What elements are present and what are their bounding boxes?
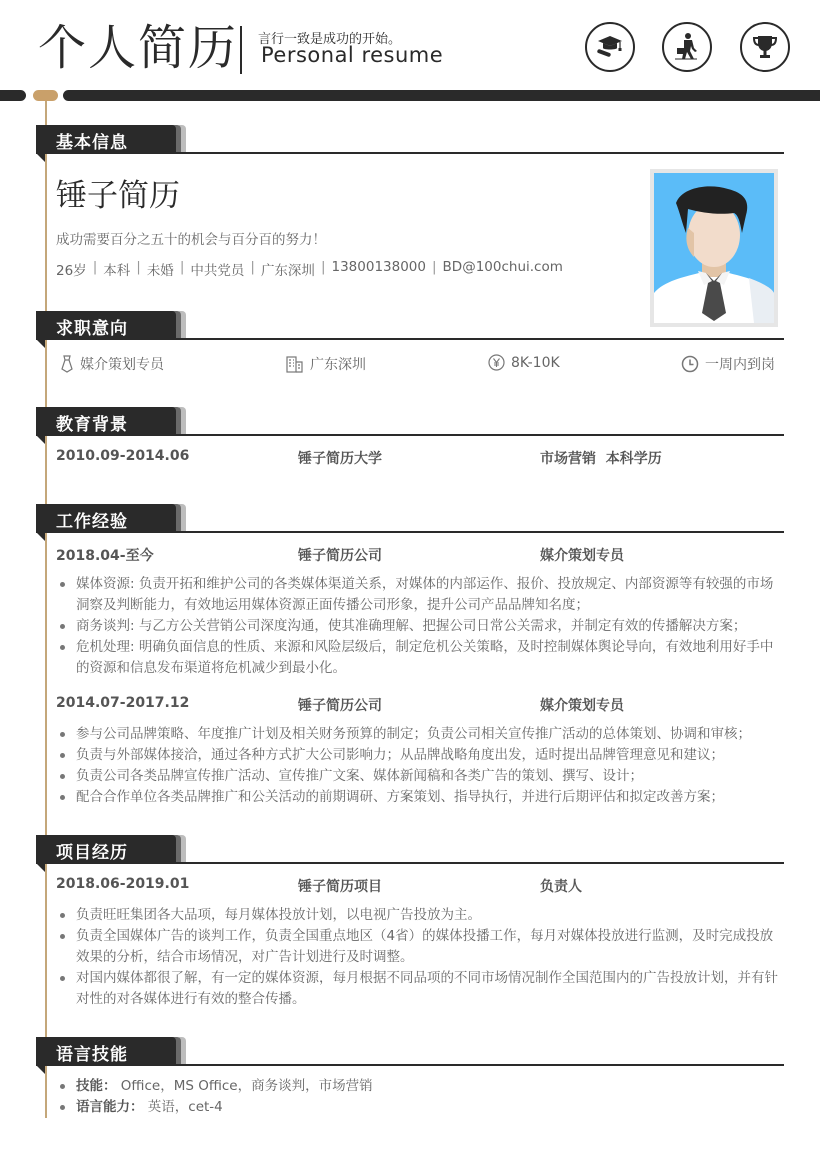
work-company: 锤子简历公司 [298, 698, 382, 714]
fact-phone: 13800138000 [331, 259, 426, 275]
project-period: 2018.06-2019.01 [56, 876, 190, 892]
intent-availability-text: 一周内到岗 [705, 357, 775, 373]
intent-city [286, 354, 366, 374]
page-title: 个人简历 [38, 20, 239, 76]
list-item: 参与公司品牌策略、年度推广计划及相关财务预算的制定；负责公司相关宣传推广活动的总体策划、协调和审核； [56, 724, 786, 745]
businessman-walking-icon [662, 22, 712, 72]
personal-facts: 26岁 | 本科 | 未婚 | 中共党员 | 广东深圳 | 13800138000 | BD@100chui.com [56, 259, 563, 279]
section-header-work [36, 504, 784, 534]
fact-email: BD@100chui.com [442, 259, 563, 275]
avatar-photo [650, 169, 778, 327]
fact-education: 本科 [103, 263, 131, 279]
education-school: 锤子简历大学 [298, 451, 382, 467]
section-title: 项目经历 [56, 843, 128, 863]
list-item: 负责与外部媒体接洽，通过各种方式扩大公司影响力；从品牌战略角度出发，适时提出品牌管理意见和建议； [56, 745, 786, 766]
slogan: 言行一致是成功的开始。 [258, 32, 402, 47]
work-role: 媒介策划专员 [540, 698, 624, 714]
list-item: 对国内媒体都很了解，有一定的媒体资源，每月根据不同品项的不同市场情况制作全国范围内的广告投放计划，并有针对性的对各媒体进行有效的整合传播。 [56, 968, 786, 1010]
list-item: 负责旺旺集团各大品项，每月媒体投放计划，以电视广告投放为主。 [56, 905, 786, 926]
timeline-line [45, 101, 47, 1118]
fact-marital: 未婚 [146, 263, 174, 279]
yen-circle-icon [488, 354, 505, 371]
tie-icon [60, 355, 74, 373]
intent-position-text: 媒介策划专员 [80, 357, 164, 373]
list-item: 负责全国媒体广告的谈判工作，负责全国重点地区（4省）的媒体投播工作，每月对媒体投放进行监测，及时完成投放效果的分析，结合市场情况，对广告计划进行及时调整。 [56, 926, 786, 968]
clock-icon [681, 355, 699, 373]
project-entry-bullets [56, 905, 786, 1010]
motto: 成功需要百分之五十的机会与百分百的努力！ [56, 232, 326, 248]
intent-availability [681, 354, 775, 374]
title-divider [240, 26, 242, 74]
list-item: 负责公司各类品牌宣传推广活动、宣传推广文案、媒体新闻稿和各类广告的策划、撰写、设计； [56, 766, 786, 787]
section-title: 基本信息 [56, 133, 128, 153]
work-entry-1-bullets [56, 574, 786, 679]
trophy-icon [740, 22, 790, 72]
candidate-name: 锤子简历 [56, 178, 180, 214]
intent-salary-text: 8K-10K [511, 354, 560, 371]
work-period: 2018.04-至今 [56, 548, 154, 564]
intent-position [60, 354, 164, 374]
building-icon [286, 356, 304, 373]
skill-label: 技能： [76, 1078, 117, 1094]
fact-political: 中共党员 [190, 263, 245, 279]
work-period: 2014.07-2017.12 [56, 695, 190, 711]
fact-location: 广东深圳 [260, 263, 315, 279]
top-bar-left [0, 90, 26, 101]
intent-city-text: 广东深圳 [310, 357, 366, 373]
project-name: 锤子简历项目 [298, 879, 382, 895]
education-major: 市场营销 本科学历 [540, 451, 662, 467]
top-bar-main [63, 90, 820, 101]
project-role: 负责人 [540, 879, 582, 895]
section-header-projects [36, 835, 784, 865]
work-entry-2-bullets [56, 724, 786, 808]
section-header-skills [36, 1037, 784, 1067]
work-role: 媒介策划专员 [540, 548, 624, 564]
education-period: 2010.09-2014.06 [56, 448, 190, 464]
section-header-intent [36, 311, 784, 341]
fact-age: 26岁 [56, 263, 87, 279]
section-title: 语言技能 [56, 1045, 128, 1065]
section-title: 教育背景 [56, 415, 128, 435]
graduation-cap-icon [585, 22, 635, 72]
section-header-education [36, 407, 784, 437]
section-title: 工作经验 [56, 512, 128, 532]
work-company: 锤子简历公司 [298, 548, 382, 564]
list-item: 危机处理: 明确负面信息的性质、来源和风险层级后，制定危机公关策略，及时控制媒体舆论导向，有效地利用好手中的资源和信息发布渠道将危机减少到最小化。 [56, 637, 786, 679]
list-item: 配合合作单位各类品牌推广和公关活动的前期调研、方案策划、指导执行，并进行后期评估和拟定改善方案； [56, 787, 786, 808]
list-item [56, 1097, 786, 1118]
intent-salary [488, 354, 560, 371]
skill-value: Office，MS Office，商务谈判，市场营销 [116, 1078, 373, 1094]
skill-value: 英语，cet-4 [143, 1099, 223, 1115]
subtitle: Personal resume [261, 43, 444, 67]
skills-list [56, 1076, 786, 1118]
list-item [56, 1076, 786, 1097]
section-title: 求职意向 [56, 319, 128, 339]
top-bar-gold-pill [33, 90, 58, 101]
list-item: 商务谈判: 与乙方公关营销公司深度沟通，使其准确理解、把握公司日常公关需求，并制定有效的传播解决方案； [56, 616, 786, 637]
list-item: 媒体资源: 负责开拓和维护公司的各类媒体渠道关系，对媒体的内部运作、报价、投放规定、内部资源等有较强的市场洞察及判断能力，有效地运用媒体资源正面传播公司形象，提升公司产品品牌知名度； [56, 574, 786, 616]
section-header-basic [36, 125, 784, 155]
skill-label: 语言能力： [76, 1099, 144, 1115]
